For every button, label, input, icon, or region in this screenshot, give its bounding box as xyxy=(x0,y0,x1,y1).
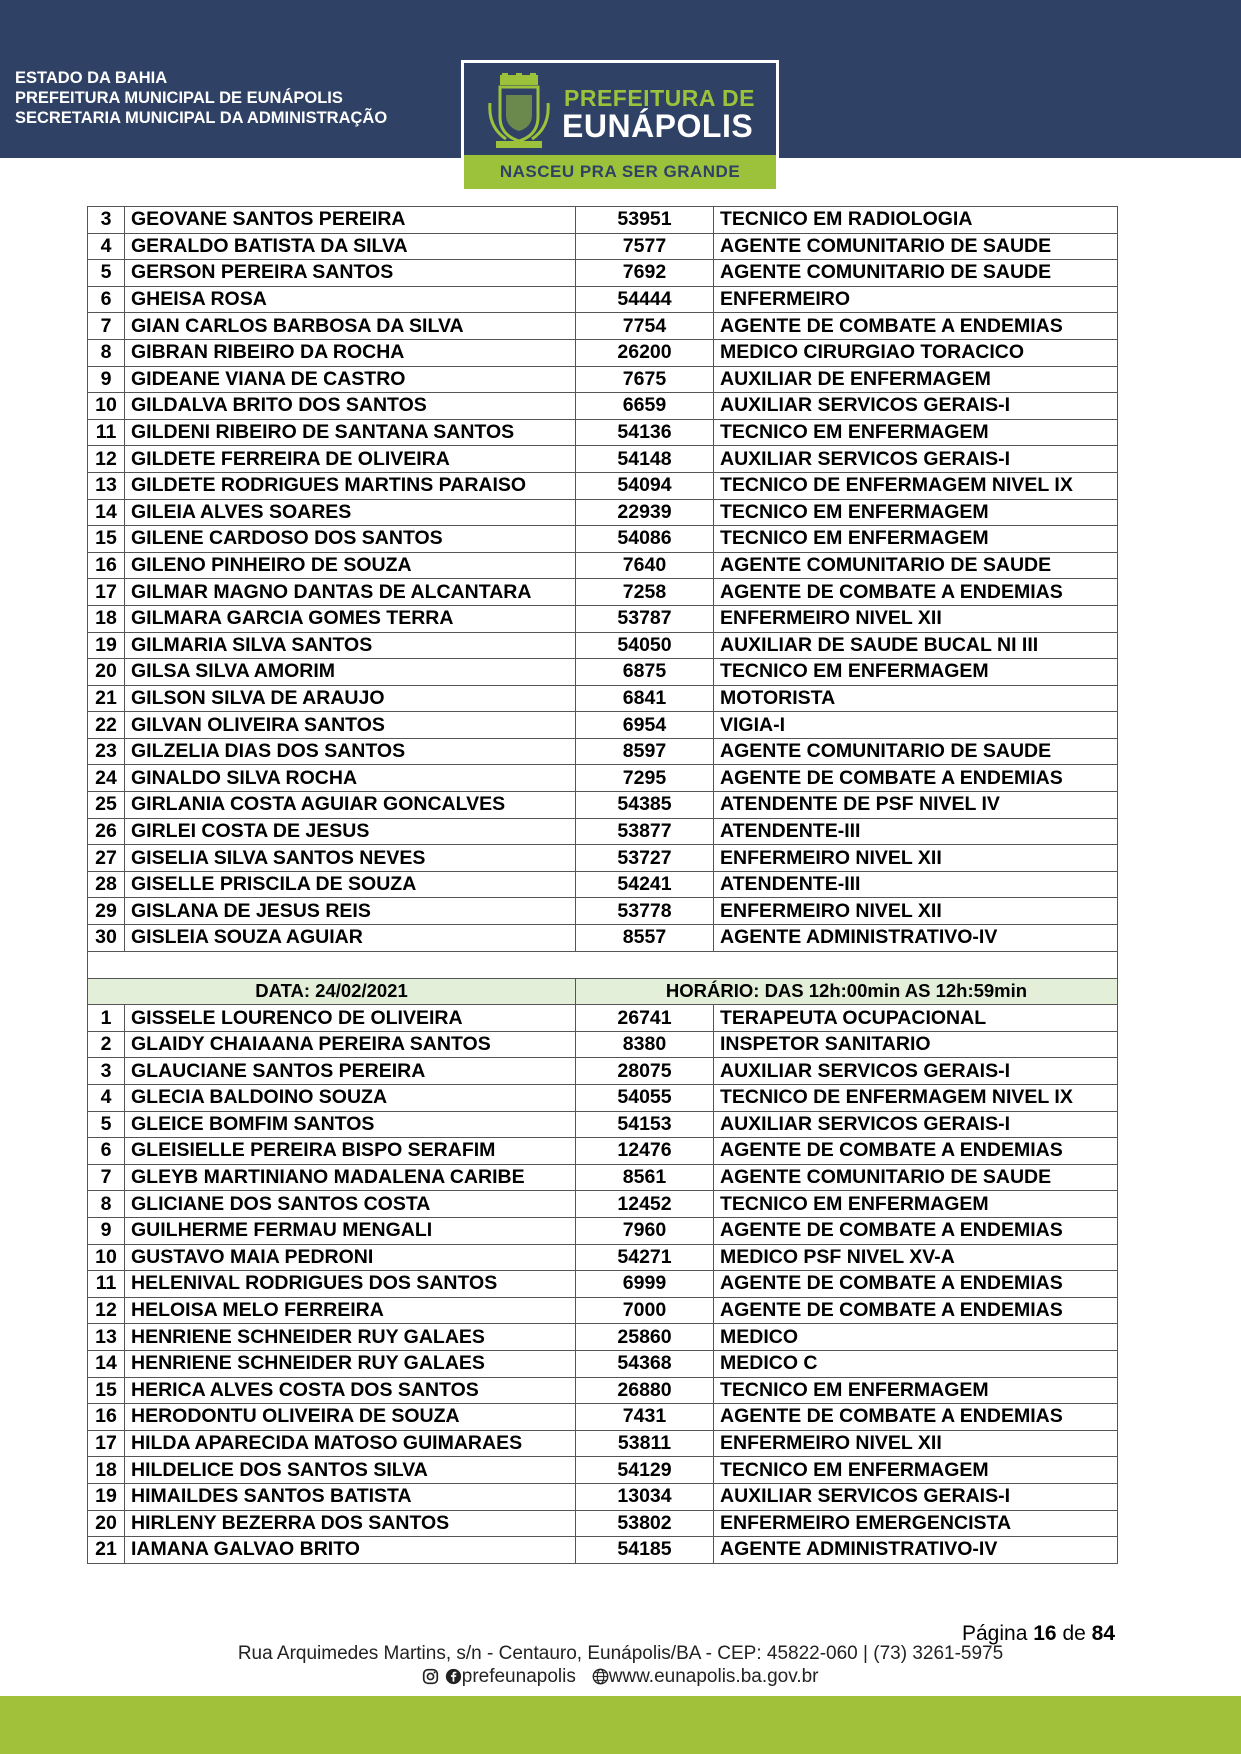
page-current: 16 xyxy=(1033,1622,1057,1645)
employee-name: HERODONTU OLIVEIRA DE SOUZA xyxy=(125,1404,576,1431)
employee-name: GLEICE BOMFIM SANTOS xyxy=(125,1111,576,1138)
registration-number: 28075 xyxy=(576,1058,714,1085)
employee-list-table xyxy=(87,206,1118,1564)
logo-title-line2: EUNÁPOLIS xyxy=(562,108,754,144)
table-row xyxy=(88,898,1118,925)
table-body-part2 xyxy=(88,1005,1118,1563)
employee-name: HILDA APARECIDA MATOSO GUIMARAES xyxy=(125,1430,576,1457)
row-number: 2 xyxy=(88,1031,125,1058)
employee-name: GLAUCIANE SANTOS PEREIRA xyxy=(125,1058,576,1085)
registration-number: 6659 xyxy=(576,393,714,420)
table-row xyxy=(88,552,1118,579)
table-row xyxy=(88,1005,1118,1032)
logo-title-line1: PREFEITURA DE xyxy=(564,85,755,111)
registration-number: 54086 xyxy=(576,526,714,553)
row-number: 4 xyxy=(88,233,125,260)
table-row xyxy=(88,738,1118,765)
registration-number: 7577 xyxy=(576,233,714,260)
header-state: ESTADO DA BAHIA xyxy=(15,69,168,87)
employee-name: GINALDO SILVA ROCHA xyxy=(125,765,576,792)
job-title: TECNICO EM ENFERMAGEM xyxy=(714,419,1118,446)
job-title: TECNICO EM RADIOLOGIA xyxy=(714,207,1118,234)
row-number: 15 xyxy=(88,1377,125,1404)
job-title: AGENTE COMUNITARIO DE SAUDE xyxy=(714,260,1118,287)
row-number: 4 xyxy=(88,1085,125,1112)
table-row xyxy=(88,1483,1118,1510)
employee-name: GILDENI RIBEIRO DE SANTANA SANTOS xyxy=(125,419,576,446)
employee-name: GILENO PINHEIRO DE SOUZA xyxy=(125,552,576,579)
registration-number: 13034 xyxy=(576,1483,714,1510)
footer-address: Rua Arquimedes Martins, s/n - Centauro, Eunápolis/BA - CEP: 45822-060 | (73) 3261-5975 xyxy=(237,1643,1004,1664)
table-row xyxy=(88,871,1118,898)
job-title: VIGIA-I xyxy=(714,712,1118,739)
table-row xyxy=(88,393,1118,420)
row-number: 5 xyxy=(88,260,125,287)
row-number: 18 xyxy=(88,605,125,632)
registration-number: 54368 xyxy=(576,1350,714,1377)
registration-number: 7675 xyxy=(576,366,714,393)
job-title: MEDICO xyxy=(714,1324,1118,1351)
header-prefecture: PREFEITURA MUNICIPAL DE EUNÁPOLIS xyxy=(15,89,343,107)
row-number: 6 xyxy=(88,286,125,313)
table-row xyxy=(88,1297,1118,1324)
row-number: 26 xyxy=(88,818,125,845)
registration-number: 26741 xyxy=(576,1005,714,1032)
registration-number: 54050 xyxy=(576,632,714,659)
globe-icon xyxy=(592,1668,609,1685)
row-number: 7 xyxy=(88,313,125,340)
employee-name: GHEISA ROSA xyxy=(125,286,576,313)
job-title: AUXILIAR SERVICOS GERAIS-I xyxy=(714,1058,1118,1085)
employee-name: GLEYB MARTINIANO MADALENA CARIBE xyxy=(125,1164,576,1191)
row-number: 6 xyxy=(88,1138,125,1165)
job-title: TECNICO DE ENFERMAGEM NIVEL IX xyxy=(714,1085,1118,1112)
registration-number: 26880 xyxy=(576,1377,714,1404)
registration-number: 7640 xyxy=(576,552,714,579)
page-total: 84 xyxy=(1091,1622,1115,1645)
footer-bar xyxy=(0,1696,1241,1754)
website-link[interactable]: www.eunapolis.ba.gov.br xyxy=(608,1666,819,1687)
table-row xyxy=(88,366,1118,393)
employee-name: GILSA SILVA AMORIM xyxy=(125,659,576,686)
registration-number: 54185 xyxy=(576,1537,714,1564)
job-title: AGENTE DE COMBATE A ENDEMIAS xyxy=(714,313,1118,340)
registration-number: 54271 xyxy=(576,1244,714,1271)
registration-number: 54385 xyxy=(576,792,714,819)
job-title: AGENTE DE COMBATE A ENDEMIAS xyxy=(714,1271,1118,1298)
table-row xyxy=(88,1058,1118,1085)
job-title: AGENTE DE COMBATE A ENDEMIAS xyxy=(714,1404,1118,1431)
row-number: 20 xyxy=(88,659,125,686)
table-body-part1 xyxy=(88,207,1118,952)
employee-name: GIBRAN RIBEIRO DA ROCHA xyxy=(125,339,576,366)
employee-name: GILMARA GARCIA GOMES TERRA xyxy=(125,605,576,632)
table-separator xyxy=(88,951,1118,1005)
header-secretariat: SECRETARIA MUNICIPAL DA ADMINISTRAÇÃO xyxy=(15,109,388,127)
employee-name: GILMARIA SILVA SANTOS xyxy=(125,632,576,659)
table-row xyxy=(88,1510,1118,1537)
employee-name: HELOISA MELO FERREIRA xyxy=(125,1297,576,1324)
employee-name: GISELIA SILVA SANTOS NEVES xyxy=(125,845,576,872)
row-number: 27 xyxy=(88,845,125,872)
row-number: 12 xyxy=(88,1297,125,1324)
table-row xyxy=(88,765,1118,792)
registration-number: 54136 xyxy=(576,419,714,446)
job-title: ATENDENTE-III xyxy=(714,818,1118,845)
row-number: 11 xyxy=(88,419,125,446)
job-title: ATENDENTE DE PSF NIVEL IV xyxy=(714,792,1118,819)
row-number: 9 xyxy=(88,1217,125,1244)
table-row xyxy=(88,1457,1118,1484)
job-title: AGENTE COMUNITARIO DE SAUDE xyxy=(714,552,1118,579)
table-row xyxy=(88,1404,1118,1431)
registration-number: 8380 xyxy=(576,1031,714,1058)
table-row xyxy=(88,792,1118,819)
employee-name: GISELLE PRISCILA DE SOUZA xyxy=(125,871,576,898)
registration-number: 54241 xyxy=(576,871,714,898)
table-row xyxy=(88,632,1118,659)
row-number: 30 xyxy=(88,925,125,952)
table-row xyxy=(88,260,1118,287)
employee-name: HIRLENY BEZERRA DOS SANTOS xyxy=(125,1510,576,1537)
row-number: 8 xyxy=(88,1191,125,1218)
table-row xyxy=(88,1537,1118,1564)
table-row xyxy=(88,499,1118,526)
registration-number: 53778 xyxy=(576,898,714,925)
registration-number: 7754 xyxy=(576,313,714,340)
employee-name: GILVAN OLIVEIRA SANTOS xyxy=(125,712,576,739)
job-title: MEDICO C xyxy=(714,1350,1118,1377)
row-number: 22 xyxy=(88,712,125,739)
row-number: 17 xyxy=(88,1430,125,1457)
header-institution xyxy=(15,68,387,128)
registration-number: 53787 xyxy=(576,605,714,632)
job-title: ENFERMEIRO EMERGENCISTA xyxy=(714,1510,1118,1537)
table-row xyxy=(88,1164,1118,1191)
job-title: MOTORISTA xyxy=(714,685,1118,712)
job-title: AUXILIAR DE ENFERMAGEM xyxy=(714,366,1118,393)
table-row xyxy=(88,1217,1118,1244)
row-number: 18 xyxy=(88,1457,125,1484)
job-title: ENFERMEIRO NIVEL XII xyxy=(714,1430,1118,1457)
job-title: AGENTE COMUNITARIO DE SAUDE xyxy=(714,1164,1118,1191)
registration-number: 53727 xyxy=(576,845,714,872)
employee-name: HENRIENE SCHNEIDER RUY GALAES xyxy=(125,1350,576,1377)
job-title: AGENTE DE COMBATE A ENDEMIAS xyxy=(714,1138,1118,1165)
row-number: 21 xyxy=(88,1537,125,1564)
job-title: AGENTE COMUNITARIO DE SAUDE xyxy=(714,233,1118,260)
table-row xyxy=(88,605,1118,632)
row-number: 5 xyxy=(88,1111,125,1138)
row-number: 23 xyxy=(88,738,125,765)
table-row xyxy=(88,526,1118,553)
employee-name: GILMAR MAGNO DANTAS DE ALCANTARA xyxy=(125,579,576,606)
employee-name: HILDELICE DOS SANTOS SILVA xyxy=(125,1457,576,1484)
registration-number: 53877 xyxy=(576,818,714,845)
registration-number: 54153 xyxy=(576,1111,714,1138)
table-row xyxy=(88,579,1118,606)
table-row xyxy=(88,1111,1118,1138)
employee-name: GLAIDY CHAIAANA PEREIRA SANTOS xyxy=(125,1031,576,1058)
employee-name: IAMANA GALVAO BRITO xyxy=(125,1537,576,1564)
job-title: TECNICO DE ENFERMAGEM NIVEL IX xyxy=(714,472,1118,499)
table-row xyxy=(88,1377,1118,1404)
table-row xyxy=(88,712,1118,739)
employee-name: GUILHERME FERMAU MENGALI xyxy=(125,1217,576,1244)
row-number: 16 xyxy=(88,1404,125,1431)
row-number: 21 xyxy=(88,685,125,712)
row-number: 20 xyxy=(88,1510,125,1537)
employee-name: GILDETE FERREIRA DE OLIVEIRA xyxy=(125,446,576,473)
coat-of-arms-icon xyxy=(486,73,552,151)
job-title: ENFERMEIRO NIVEL XII xyxy=(714,898,1118,925)
table-row xyxy=(88,339,1118,366)
job-title: AGENTE COMUNITARIO DE SAUDE xyxy=(714,738,1118,765)
row-number: 11 xyxy=(88,1271,125,1298)
job-title: AUXILIAR SERVICOS GERAIS-I xyxy=(714,1483,1118,1510)
employee-name: GIAN CARLOS BARBOSA DA SILVA xyxy=(125,313,576,340)
row-number: 7 xyxy=(88,1164,125,1191)
employee-name: GILZELIA DIAS DOS SANTOS xyxy=(125,738,576,765)
registration-number: 7000 xyxy=(576,1297,714,1324)
employee-name: GEOVANE SANTOS PEREIRA xyxy=(125,207,576,234)
instagram-icon xyxy=(422,1668,439,1685)
employee-name: GIDEANE VIANA DE CASTRO xyxy=(125,366,576,393)
registration-number: 8561 xyxy=(576,1164,714,1191)
job-title: TECNICO EM ENFERMAGEM xyxy=(714,1377,1118,1404)
table-row xyxy=(88,1031,1118,1058)
table-row xyxy=(88,1244,1118,1271)
registration-number: 7431 xyxy=(576,1404,714,1431)
job-title: AGENTE DE COMBATE A ENDEMIAS xyxy=(714,1297,1118,1324)
employee-name: GLEISIELLE PEREIRA BISPO SERAFIM xyxy=(125,1138,576,1165)
row-number: 29 xyxy=(88,898,125,925)
table-row xyxy=(88,845,1118,872)
job-title: AUXILIAR SERVICOS GERAIS-I xyxy=(714,393,1118,420)
table-row xyxy=(88,472,1118,499)
table-row xyxy=(88,207,1118,234)
job-title: TECNICO EM ENFERMAGEM xyxy=(714,526,1118,553)
job-title: AUXILIAR DE SAUDE BUCAL NI III xyxy=(714,632,1118,659)
job-title: AUXILIAR SERVICOS GERAIS-I xyxy=(714,446,1118,473)
page-label: Página xyxy=(962,1622,1028,1645)
table-row xyxy=(88,818,1118,845)
registration-number: 54094 xyxy=(576,472,714,499)
job-title: TECNICO EM ENFERMAGEM xyxy=(714,659,1118,686)
registration-number: 22939 xyxy=(576,499,714,526)
employee-name: HERICA ALVES COSTA DOS SANTOS xyxy=(125,1377,576,1404)
employee-name: GUSTAVO MAIA PEDRONI xyxy=(125,1244,576,1271)
registration-number: 54148 xyxy=(576,446,714,473)
row-number: 17 xyxy=(88,579,125,606)
employee-name: GILENE CARDOSO DOS SANTOS xyxy=(125,526,576,553)
registration-number: 26200 xyxy=(576,339,714,366)
employee-name: GISLANA DE JESUS REIS xyxy=(125,898,576,925)
row-number: 13 xyxy=(88,1324,125,1351)
row-number: 24 xyxy=(88,765,125,792)
employee-name: GISSELE LOURENCO DE OLIVEIRA xyxy=(125,1005,576,1032)
employee-name: GILSON SILVA DE ARAUJO xyxy=(125,685,576,712)
row-number: 3 xyxy=(88,207,125,234)
row-number: 14 xyxy=(88,499,125,526)
row-number: 28 xyxy=(88,871,125,898)
employee-name: GISLEIA SOUZA AGUIAR xyxy=(125,925,576,952)
employee-name: GILEIA ALVES SOARES xyxy=(125,499,576,526)
registration-number: 54129 xyxy=(576,1457,714,1484)
table-row xyxy=(88,1191,1118,1218)
row-number: 15 xyxy=(88,526,125,553)
registration-number: 25860 xyxy=(576,1324,714,1351)
registration-number: 12476 xyxy=(576,1138,714,1165)
registration-number: 7960 xyxy=(576,1217,714,1244)
job-title: ENFERMEIRO xyxy=(714,286,1118,313)
employee-name: GILDALVA BRITO DOS SANTOS xyxy=(125,393,576,420)
table-row xyxy=(88,925,1118,952)
table-row xyxy=(88,1271,1118,1298)
table-row xyxy=(88,1085,1118,1112)
row-number: 14 xyxy=(88,1350,125,1377)
table-row xyxy=(88,313,1118,340)
table-row xyxy=(88,233,1118,260)
employee-name: GILDETE RODRIGUES MARTINS PARAISO xyxy=(125,472,576,499)
employee-name: GERSON PEREIRA SANTOS xyxy=(125,260,576,287)
table-row xyxy=(88,446,1118,473)
employee-name: GLICIANE DOS SANTOS COSTA xyxy=(125,1191,576,1218)
job-title: AGENTE DE COMBATE A ENDEMIAS xyxy=(714,1217,1118,1244)
session-time: HORÁRIO: DAS 12h:00min AS 12h:59min xyxy=(576,978,1118,1005)
row-number: 10 xyxy=(88,1244,125,1271)
table-row xyxy=(88,659,1118,686)
job-title: TECNICO EM ENFERMAGEM xyxy=(714,1457,1118,1484)
prefecture-logo xyxy=(461,60,779,192)
job-title: ENFERMEIRO NIVEL XII xyxy=(714,845,1118,872)
table-row xyxy=(88,419,1118,446)
job-title: AGENTE ADMINISTRATIVO-IV xyxy=(714,925,1118,952)
job-title: INSPETOR SANITARIO xyxy=(714,1031,1118,1058)
row-number: 19 xyxy=(88,1483,125,1510)
registration-number: 7295 xyxy=(576,765,714,792)
employee-name: HIMAILDES SANTOS BATISTA xyxy=(125,1483,576,1510)
job-title: MEDICO CIRURGIAO TORACICO xyxy=(714,339,1118,366)
registration-number: 53811 xyxy=(576,1430,714,1457)
table-row xyxy=(88,1350,1118,1377)
employee-name: HELENIVAL RODRIGUES DOS SANTOS xyxy=(125,1271,576,1298)
registration-number: 6875 xyxy=(576,659,714,686)
registration-number: 54055 xyxy=(576,1085,714,1112)
row-number: 9 xyxy=(88,366,125,393)
session-header-row xyxy=(88,978,1118,1005)
row-number: 19 xyxy=(88,632,125,659)
registration-number: 54444 xyxy=(576,286,714,313)
row-number: 13 xyxy=(88,472,125,499)
social-handle: prefeunapolis xyxy=(461,1666,576,1687)
registration-number: 6954 xyxy=(576,712,714,739)
blank-row xyxy=(88,951,1118,978)
table-row xyxy=(88,685,1118,712)
job-title: ATENDENTE-III xyxy=(714,871,1118,898)
row-number: 16 xyxy=(88,552,125,579)
registration-number: 7258 xyxy=(576,579,714,606)
employee-name: GIRLANIA COSTA AGUIAR GONCALVES xyxy=(125,792,576,819)
row-number: 8 xyxy=(88,339,125,366)
table-row xyxy=(88,286,1118,313)
session-date: DATA: 24/02/2021 xyxy=(88,978,576,1005)
employee-name: GERALDO BATISTA DA SILVA xyxy=(125,233,576,260)
registration-number: 53951 xyxy=(576,207,714,234)
registration-number: 12452 xyxy=(576,1191,714,1218)
logo-slogan: NASCEU PRA SER GRANDE xyxy=(464,155,776,189)
job-title: TECNICO EM ENFERMAGEM xyxy=(714,499,1118,526)
table-row xyxy=(88,1324,1118,1351)
row-number: 25 xyxy=(88,792,125,819)
registration-number: 7692 xyxy=(576,260,714,287)
row-number: 10 xyxy=(88,393,125,420)
registration-number: 8597 xyxy=(576,738,714,765)
row-number: 12 xyxy=(88,446,125,473)
employee-name: GLECIA BALDOINO SOUZA xyxy=(125,1085,576,1112)
registration-number: 53802 xyxy=(576,1510,714,1537)
registration-number: 6999 xyxy=(576,1271,714,1298)
job-title: MEDICO PSF NIVEL XV-A xyxy=(714,1244,1118,1271)
page-of: de xyxy=(1062,1622,1086,1645)
registration-number: 6841 xyxy=(576,685,714,712)
footer-social xyxy=(0,1666,1241,1688)
table-row xyxy=(88,1138,1118,1165)
facebook-icon xyxy=(445,1668,462,1685)
job-title: AGENTE DE COMBATE A ENDEMIAS xyxy=(714,765,1118,792)
job-title: AUXILIAR SERVICOS GERAIS-I xyxy=(714,1111,1118,1138)
job-title: TERAPEUTA OCUPACIONAL xyxy=(714,1005,1118,1032)
job-title: TECNICO EM ENFERMAGEM xyxy=(714,1191,1118,1218)
job-title: AGENTE DE COMBATE A ENDEMIAS xyxy=(714,579,1118,606)
row-number: 1 xyxy=(88,1005,125,1032)
table-row xyxy=(88,1430,1118,1457)
registration-number: 8557 xyxy=(576,925,714,952)
job-title: ENFERMEIRO NIVEL XII xyxy=(714,605,1118,632)
row-number: 3 xyxy=(88,1058,125,1085)
job-title: AGENTE ADMINISTRATIVO-IV xyxy=(714,1537,1118,1564)
employee-name: GIRLEI COSTA DE JESUS xyxy=(125,818,576,845)
employee-name: HENRIENE SCHNEIDER RUY GALAES xyxy=(125,1324,576,1351)
